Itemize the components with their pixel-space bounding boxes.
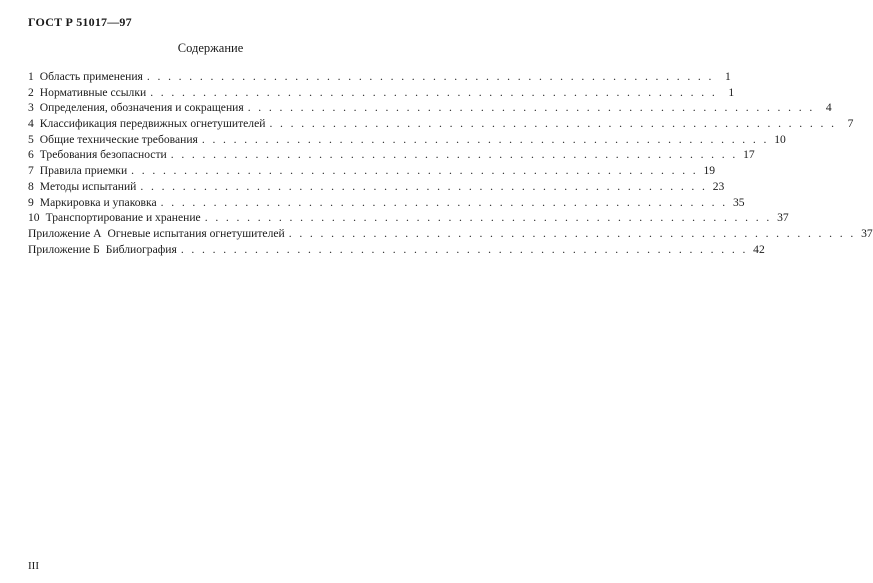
toc-leader-dots: . . . . . . . . . . . . . . . . . . . . . . . . . . . . . . . . . . . . . . . . . . . . . . . . . . . . . . — [288, 226, 856, 240]
toc-entry-page: 37 — [777, 211, 789, 225]
toc-leader-dots: . . . . . . . . . . . . . . . . . . . . . . . . . . . . . . . . . . . . . . . . . . . . . . . . . . . . . . — [204, 211, 772, 225]
toc-entry-number: 6 — [28, 148, 34, 162]
toc-entry[interactable] — [28, 210, 789, 226]
toc-entry-title: Требования безопасности — [39, 148, 167, 162]
toc-entry[interactable] — [28, 100, 832, 116]
toc-entry[interactable] — [28, 85, 735, 101]
toc-entry-title: Огневые испытания огнетушителей — [107, 226, 285, 240]
toc-leader-dots: . . . . . . . . . . . . . . . . . . . . . . . . . . . . . . . . . . . . . . . . . . . . . . . . . . . . . . — [160, 195, 728, 209]
toc-entry-page: 23 — [712, 179, 725, 193]
toc-leader-dots: . . . . . . . . . . . . . . . . . . . . . . . . . . . . . . . . . . . . . . . . . . . . . . . . . . . . . . — [140, 179, 708, 193]
toc-entry-title: Область применения — [39, 70, 143, 83]
toc-entry-number: 9 — [28, 195, 34, 209]
toc-entry-page: 4 — [825, 101, 832, 115]
toc-entry-label — [28, 179, 136, 195]
toc-entry-title: Общие технические требования — [39, 132, 198, 146]
toc-entry-number: 10 — [28, 211, 40, 225]
toc-entry[interactable] — [28, 179, 725, 195]
page-number: III — [28, 560, 39, 572]
toc-entry[interactable] — [28, 147, 755, 163]
toc-entry-label — [28, 100, 244, 116]
toc-entry-page: 19 — [703, 164, 716, 178]
toc-entry-title: Транспортирование и хранение — [45, 211, 201, 225]
toc-entry-title: Определения, обозначения и сокращения — [39, 101, 244, 115]
toc-entry-page: 7 — [847, 117, 854, 131]
toc-leader-dots: . . . . . . . . . . . . . . . . . . . . . . . . . . . . . . . . . . . . . . . . . . . . . . . . . . . . . . — [180, 242, 748, 256]
toc-entry-number: 1 — [28, 70, 34, 83]
toc-entry-label — [28, 85, 146, 101]
toc-entry[interactable] — [28, 69, 731, 85]
toc-entry[interactable] — [28, 226, 873, 242]
toc-leader-dots: . . . . . . . . . . . . . . . . . . . . . . . . . . . . . . . . . . . . . . . . . . . . . . . . . . . . . . — [269, 117, 837, 131]
toc-leader-dots: . . . . . . . . . . . . . . . . . . . . . . . . . . . . . . . . . . . . . . . . . . . . . . . . . . . . . . — [150, 85, 718, 99]
toc-entry-number: 3 — [28, 101, 34, 115]
toc-entry-page: 37 — [861, 226, 873, 240]
toc-entry-title: Методы испытаний — [39, 179, 137, 193]
toc-entry[interactable] — [28, 163, 716, 179]
toc-title: Содержание — [177, 41, 244, 55]
toc-entry-label — [28, 163, 127, 179]
toc-entry-title: Библиография — [105, 242, 177, 256]
toc-entry-page: 1 — [725, 70, 731, 83]
toc-entry-number: Приложение Б — [28, 242, 100, 256]
toc-entry-number: 5 — [28, 132, 34, 146]
toc-entry-title: Маркировка и упаковка — [39, 195, 157, 209]
toc-entry-number: 4 — [28, 117, 34, 131]
toc-leader-dots: . . . . . . . . . . . . . . . . . . . . . . . . . . . . . . . . . . . . . . . . . . . . . . . . . . . . . . — [247, 101, 815, 115]
toc-entry-title: Классификация передвижных огнетушителей — [39, 117, 266, 131]
toc-entry-page: 17 — [743, 148, 755, 162]
toc-entry-label — [28, 116, 265, 132]
toc-entry-label — [28, 147, 167, 163]
toc-entry-number: Приложение А — [28, 226, 102, 240]
toc-entry[interactable] — [28, 242, 765, 258]
table-of-contents — [28, 69, 873, 257]
toc-leader-dots: . . . . . . . . . . . . . . . . . . . . . . . . . . . . . . . . . . . . . . . . . . . . . . . . . . . . . . — [146, 70, 714, 83]
toc-entry-page: 1 — [728, 85, 735, 99]
toc-entry[interactable] — [28, 116, 854, 132]
toc-leader-dots: . . . . . . . . . . . . . . . . . . . . . . . . . . . . . . . . . . . . . . . . . . . . . . . . . . . . . . — [131, 164, 699, 178]
toc-entry-number: 7 — [28, 164, 34, 178]
toc-entry-label — [28, 210, 201, 226]
toc-entry-label — [28, 195, 157, 211]
toc-entry-page: 35 — [732, 195, 745, 209]
toc-entry-title: Нормативные ссылки — [39, 85, 147, 99]
toc-entry[interactable] — [28, 195, 745, 211]
toc-entry-number: 2 — [28, 85, 34, 99]
toc-leader-dots: . . . . . . . . . . . . . . . . . . . . . . . . . . . . . . . . . . . . . . . . . . . . . . . . . . . . . . — [201, 132, 769, 146]
toc-leader-dots: . . . . . . . . . . . . . . . . . . . . . . . . . . . . . . . . . . . . . . . . . . . . . . . . . . . . . . — [170, 148, 738, 162]
toc-entry-page: 10 — [774, 132, 786, 146]
document-header: ГОСТ Р 51017—97 — [28, 15, 132, 29]
toc-entry-page: 42 — [753, 242, 765, 256]
toc-entry[interactable] — [28, 132, 786, 148]
toc-entry-number: 8 — [28, 179, 34, 193]
toc-entry-title: Правила приемки — [39, 164, 128, 178]
toc-entry-label — [28, 132, 198, 148]
toc-entry-label — [28, 242, 177, 258]
toc-entry-label — [28, 69, 143, 85]
toc-entry-label — [28, 226, 285, 242]
